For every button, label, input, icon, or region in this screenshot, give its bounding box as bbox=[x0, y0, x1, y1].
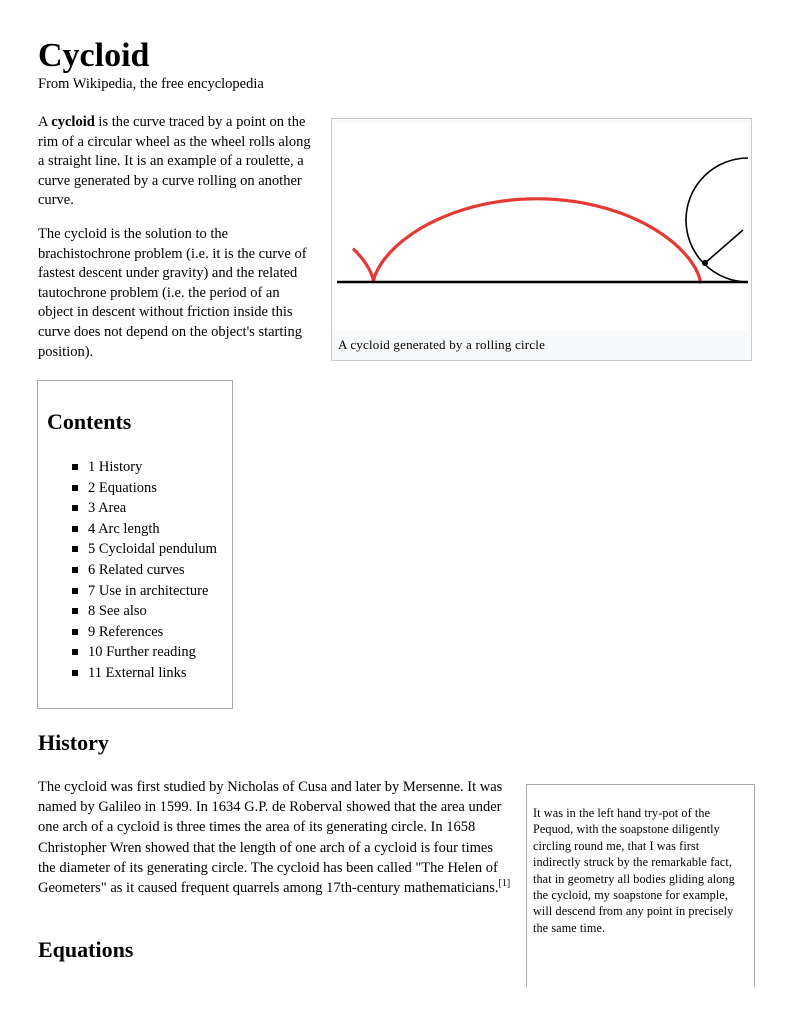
cycloid-animation-image bbox=[335, 122, 748, 331]
rolling-circle bbox=[686, 158, 748, 282]
citation-link[interactable]: [1] bbox=[498, 878, 511, 890]
toc-item-references[interactable]: 9 References bbox=[38, 622, 217, 643]
toc-item-area[interactable]: 3 Area bbox=[38, 498, 217, 519]
figure-caption: A cycloid generated by a rolling circle bbox=[338, 337, 546, 352]
quote-text: It was in the left hand try-pot of the Pequod, with the soapstone diligently circling round me, that I was first indirectly struck by the remarkable fact, that in geometry all bodies gliding along the cycloid, my soapstone for example, will descend from any point in precisely the same time. bbox=[533, 806, 735, 935]
intro-section bbox=[38, 113, 313, 376]
toc-title: Contents bbox=[47, 409, 132, 434]
toc-list bbox=[38, 457, 217, 684]
cycloid-curve bbox=[354, 199, 700, 282]
intro-term-cycloid: cycloid bbox=[51, 114, 95, 130]
intro-p1-lead: A bbox=[38, 114, 52, 130]
intro-p1-rest: is the curve traced by a point on the rim of a circular wheel as the wheel rolls along a straight line. It is an example of a roulette, a curve generated by a curve rolling on another curve. bbox=[38, 114, 311, 209]
tracing-point bbox=[702, 260, 708, 266]
toc-item-equations[interactable]: 2 Equations bbox=[38, 478, 217, 499]
intro-paragraph-1 bbox=[38, 113, 313, 211]
toc-item-use-in-architecture[interactable]: 7 Use in architecture bbox=[38, 581, 217, 602]
page-title: Cycloid bbox=[38, 37, 150, 74]
history-paragraph bbox=[38, 777, 514, 898]
toc-item-history[interactable]: 1 History bbox=[38, 457, 217, 478]
page-subtitle: From Wikipedia, the free encyclopedia bbox=[38, 76, 264, 92]
table-of-contents bbox=[37, 380, 233, 709]
toc-item-see-also[interactable]: 8 See also bbox=[38, 601, 217, 622]
toc-item-external-links[interactable]: 11 External links bbox=[38, 663, 217, 684]
toc-item-related-curves[interactable]: 6 Related curves bbox=[38, 560, 217, 581]
cycloid-figure bbox=[331, 118, 752, 361]
quote-box bbox=[526, 784, 755, 987]
history-heading: History bbox=[38, 730, 109, 755]
cycloid-illustration bbox=[335, 122, 748, 331]
toc-item-cycloidal-pendulum[interactable]: 5 Cycloidal pendulum bbox=[38, 539, 217, 560]
toc-item-further-reading[interactable]: 10 Further reading bbox=[38, 642, 217, 663]
intro-paragraph-2: The cycloid is the solution to the brachistochrone problem (i.e. it is the curve of fastest descent under gravity) and the related tautochrone problem (i.e. the period of an object in descent without friction inside this curve does not depend on the object's starting position). bbox=[38, 225, 307, 360]
equations-heading: Equations bbox=[38, 937, 134, 962]
history-text: The cycloid was first studied by Nicholas of Cusa and later by Mersenne. It was named by Galileo in 1599. In 1634 G.P. de Roberval showed that the area under one arch of a cycloid is three times the area of its generating circle. In 1658 Christopher Wren showed that the length of one arch of a cycloid is four times the diameter of its generating circle. The cycloid has been called "The Helen of Geometers" as it caused frequent quarrels among 17th-century mathematicians. bbox=[38, 779, 503, 897]
wheel-radius bbox=[705, 230, 743, 263]
toc-item-arc-length[interactable]: 4 Arc length bbox=[38, 519, 217, 540]
